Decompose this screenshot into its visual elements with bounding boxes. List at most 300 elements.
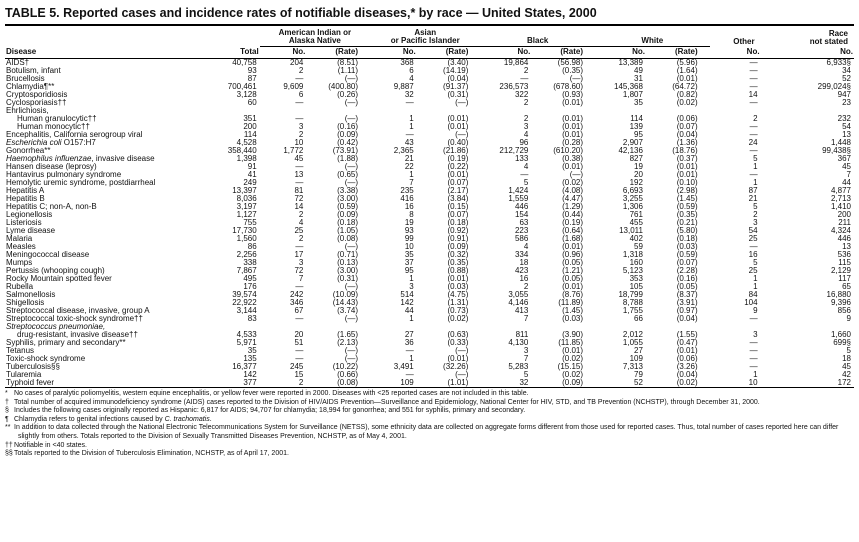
white-rate-cell: (0.02)	[676, 379, 698, 387]
white-no-cell: 31	[634, 75, 643, 83]
white-rate-cell: (0.59)	[676, 251, 698, 259]
footnote-symbol: §	[5, 407, 9, 415]
total-cell: 4,528	[236, 139, 257, 147]
white-no-cell: 27	[634, 347, 643, 355]
total-cell: 2,256	[236, 251, 257, 259]
white-no-cell: 7,313	[622, 363, 643, 371]
header-black-rate: (Rate)	[531, 47, 595, 59]
black-rate-cell: (0.01)	[562, 131, 584, 139]
white-rate-cell: (0.07)	[676, 123, 698, 131]
asian-no-cell: 1	[409, 171, 414, 179]
asian-no-cell: 514	[400, 291, 414, 299]
asian-rate-cell: (0.18)	[447, 219, 469, 227]
asian-no-cell: 16	[404, 203, 414, 211]
race-not-stated-no-cell: 99,438§	[822, 147, 851, 155]
american-indian-no-cell: 3	[298, 259, 304, 267]
black-no-cell: 19,864	[503, 58, 529, 67]
white-rate-cell: (0.05)	[676, 283, 698, 291]
black-rate-cell: (0.01)	[562, 347, 584, 355]
disease-name: Rocky Mountain spotted fever	[6, 275, 112, 283]
black-no-cell: 4,146	[508, 299, 529, 307]
total-cell: 3,128	[236, 91, 257, 99]
black-no-cell: 2	[523, 283, 529, 291]
group-label-line: Race	[828, 29, 848, 38]
race-not-stated-no-cell: 299,024§	[817, 83, 851, 91]
asian-rate-cell: (21.86)	[443, 147, 469, 155]
american-indian-rate-cell: (10.22)	[332, 363, 359, 371]
american-indian-rate-cell: (0.08)	[337, 379, 359, 387]
header-group-white	[595, 29, 710, 47]
disease-name: Brucellosis	[6, 75, 45, 83]
black-rate-cell: (0.02)	[562, 355, 584, 363]
american-indian-no-cell: 9,609	[283, 83, 304, 91]
american-indian-no-cell: 245	[290, 363, 304, 371]
white-rate-cell: (3.26)	[676, 363, 698, 371]
race-not-stated-no-cell: 34	[842, 67, 851, 75]
asian-rate-cell: (0.15)	[447, 203, 469, 211]
american-indian-rate-cell: (0.09)	[337, 211, 359, 219]
white-no-cell: 145,368	[614, 83, 643, 91]
white-no-cell: 455	[629, 219, 643, 227]
american-indian-no-cell: 3	[298, 123, 304, 131]
disease-name: Syphilis, primary and secondary**	[6, 339, 126, 347]
disease-row	[5, 227, 854, 235]
american-indian-no-cell: —	[295, 163, 304, 171]
disease-row	[5, 235, 854, 243]
race-not-stated-no-cell: 117	[838, 275, 851, 283]
american-indian-no-cell: 10	[294, 139, 304, 147]
race-not-stated-no-cell: 699§	[833, 339, 851, 347]
american-indian-rate-cell: (—)	[344, 163, 359, 171]
disease-row	[5, 347, 854, 355]
total-cell: 1,127	[236, 211, 257, 219]
other-no-cell: 5	[753, 259, 758, 267]
white-no-cell: 49	[634, 67, 643, 75]
other-no-cell: 2	[753, 115, 758, 123]
asian-rate-cell: (0.32)	[447, 251, 469, 259]
white-no-cell: 59	[634, 243, 643, 251]
disease-row	[5, 251, 854, 259]
black-rate-cell: (0.03)	[562, 315, 584, 323]
asian-no-cell: 22	[404, 163, 414, 171]
other-no-cell: —	[749, 347, 758, 355]
american-indian-rate-cell: (0.08)	[337, 235, 359, 243]
asian-no-cell: 4	[409, 75, 414, 83]
race-not-stated-no-cell: 65	[842, 283, 851, 291]
asian-rate-cell: (2.17)	[447, 187, 469, 195]
black-rate-cell: (0.05)	[562, 275, 584, 283]
white-no-cell: 52	[634, 379, 643, 387]
white-no-cell: 1,306	[622, 203, 643, 211]
black-no-cell: 2	[523, 115, 529, 123]
american-indian-rate-cell: (14.43)	[332, 299, 359, 307]
black-rate-cell: (0.09)	[562, 379, 584, 387]
header-asian-no: No.	[370, 47, 417, 59]
asian-rate-cell: (0.03)	[447, 283, 469, 291]
white-rate-cell: (1.64)	[676, 67, 698, 75]
black-no-cell: 586	[514, 235, 529, 243]
american-indian-no-cell: 346	[290, 299, 304, 307]
black-rate-cell: (4.47)	[562, 195, 584, 203]
american-indian-no-cell: 6	[298, 91, 304, 99]
black-rate-cell: (0.35)	[562, 67, 584, 75]
other-no-cell: 25	[748, 235, 758, 243]
asian-no-cell: 368	[400, 58, 414, 67]
disease-row	[5, 139, 854, 147]
total-cell: 13,397	[232, 187, 257, 195]
group-label-line: White	[641, 36, 664, 45]
white-rate-cell: (0.04)	[676, 315, 698, 323]
white-no-cell: 192	[629, 179, 643, 187]
american-indian-no-cell: 204	[290, 58, 304, 67]
disease-row	[5, 275, 854, 283]
footnote-symbol: §§	[5, 450, 13, 458]
white-rate-cell: (0.01)	[676, 347, 698, 355]
disease-name: Hantavirus pulmonary syndrome	[6, 171, 122, 179]
black-rate-cell: (0.01)	[562, 99, 584, 107]
group-label-line: not stated	[809, 36, 848, 46]
total-cell: 5,971	[236, 339, 257, 347]
other-no-cell: 24	[748, 139, 758, 147]
asian-rate-cell: (—)	[455, 131, 469, 139]
black-rate-cell: (11.89)	[558, 299, 584, 307]
race-not-stated-no-cell: 211	[838, 219, 851, 227]
disease-name: Listeriosis	[6, 219, 42, 227]
white-no-cell: 1,755	[622, 307, 643, 315]
race-not-stated-no-cell: 6,933§	[826, 58, 851, 67]
group-label-line: Black	[527, 36, 549, 45]
american-indian-rate-cell: (—)	[344, 283, 359, 291]
total-cell: 93	[247, 67, 257, 75]
total-cell: 86	[247, 243, 257, 251]
footnote-symbol: *	[5, 390, 8, 397]
asian-rate-cell: (0.92)	[447, 227, 469, 235]
total-cell: 495	[243, 275, 257, 283]
black-rate-cell: (0.93)	[562, 91, 584, 99]
american-indian-rate-cell: (10.09)	[332, 291, 359, 299]
other-no-cell: 1	[753, 371, 758, 379]
disease-row	[5, 99, 854, 107]
white-no-cell: 3,255	[622, 195, 643, 203]
race-not-stated-no-cell: 200	[837, 211, 851, 219]
black-no-cell: 212,729	[499, 147, 529, 155]
black-no-cell: 2	[523, 67, 529, 75]
disease-name: Mumps	[6, 259, 33, 267]
disease-row	[5, 83, 854, 91]
header-sub-row	[5, 47, 854, 59]
asian-rate-cell: (0.35)	[447, 259, 469, 267]
disease-name: Hansen disease (leprosy)	[6, 163, 97, 171]
other-no-cell: 25	[748, 267, 758, 275]
black-no-cell: 5	[523, 179, 529, 187]
american-indian-rate-cell: (1.88)	[337, 155, 359, 163]
white-no-cell: 761	[629, 211, 643, 219]
black-no-cell: 223	[514, 227, 529, 235]
table-body	[5, 59, 854, 388]
other-no-cell: —	[749, 315, 758, 323]
asian-no-cell: 235	[400, 187, 414, 195]
white-rate-cell: (18.76)	[672, 147, 698, 155]
white-rate-cell: (0.18)	[676, 235, 698, 243]
header-race-not-stated-no: No.	[761, 47, 854, 59]
american-indian-no-cell: 2	[298, 235, 304, 243]
asian-rate-cell: (0.02)	[447, 315, 469, 323]
asian-no-cell: 10	[404, 243, 414, 251]
total-cell: 16,377	[232, 363, 257, 371]
white-rate-cell: (3.91)	[676, 299, 698, 307]
asian-rate-cell: (0.40)	[447, 139, 469, 147]
asian-no-cell: 8	[409, 211, 414, 219]
disease-row	[5, 131, 854, 139]
white-rate-cell: (0.06)	[676, 115, 698, 123]
disease-name: Cryptosporidiosis	[6, 91, 68, 99]
disease-row	[5, 283, 854, 291]
disease-row	[5, 187, 854, 195]
black-rate-cell: (0.01)	[562, 123, 584, 131]
other-no-cell: 9	[753, 307, 758, 315]
race-not-stated-no-cell: 947	[837, 91, 851, 99]
white-no-cell: 353	[629, 275, 643, 283]
american-indian-rate-cell: (0.26)	[337, 91, 359, 99]
white-rate-cell: (0.97)	[676, 307, 698, 315]
american-indian-no-cell: —	[295, 347, 304, 355]
american-indian-no-cell: 15	[294, 371, 304, 379]
black-rate-cell: (1.68)	[562, 235, 584, 243]
race-not-stated-no-cell: 54	[842, 123, 851, 131]
american-indian-no-cell: 7	[298, 275, 304, 283]
american-indian-rate-cell: (—)	[344, 347, 359, 355]
race-not-stated-no-cell: 7	[846, 171, 851, 179]
footnote: §§Totals reported to the Division of Tuberculosis Elimination, NCHSTP, as of April 17, 2001.	[5, 450, 289, 458]
american-indian-rate-cell: (0.31)	[337, 275, 359, 283]
asian-no-cell: 109	[400, 379, 414, 387]
asian-no-cell: 416	[400, 195, 414, 203]
asian-no-cell: 35	[404, 251, 414, 259]
black-no-cell: 5,283	[508, 363, 529, 371]
other-no-cell: —	[749, 131, 758, 139]
asian-rate-cell: (0.01)	[447, 355, 469, 363]
race-not-stated-no-cell: 1,410	[830, 203, 851, 211]
disease-row	[5, 259, 854, 267]
footnote-symbol: †	[5, 398, 9, 406]
footnote-symbol: ¶	[5, 415, 9, 423]
race-not-stated-no-cell: 232	[837, 115, 851, 123]
footnote: ** In addition to data collected through the National Electronic Telecommunications System for Surveillance (NETSS), some ethnicity data are collected on aggregate forms different from those used for reported cases. Thus, total number of cases reported here can differ slightly from others. Totals reported to the Division of Sexually Transmitted Diseases Prevention, NCHSTP, as of May 4, 2001.	[5, 424, 839, 440]
group-label-line: Alaska Native	[288, 36, 341, 45]
group-label-line: Other	[733, 36, 755, 46]
american-indian-rate-cell: (0.18)	[337, 219, 359, 227]
disease-row	[5, 243, 854, 251]
race-not-stated-no-cell: 367	[837, 155, 851, 163]
black-no-cell: 3	[523, 347, 529, 355]
header-spacer-disease	[5, 29, 205, 47]
white-rate-cell: (0.04)	[676, 371, 698, 379]
white-no-cell: 35	[634, 99, 643, 107]
white-rate-cell: (8.37)	[676, 291, 698, 299]
american-indian-rate-cell: (73.91)	[332, 147, 359, 155]
white-rate-cell: (64.72)	[672, 83, 698, 91]
other-no-cell: 1	[753, 163, 758, 171]
disease-name: drug-resistant, invasive disease††	[17, 331, 138, 339]
total-cell: 755	[243, 219, 257, 227]
disease-name: Ehrlichiosis,	[6, 107, 49, 115]
asian-rate-cell: (0.07)	[447, 211, 469, 219]
american-indian-no-cell: —	[295, 179, 304, 187]
white-no-cell: 1,055	[622, 339, 643, 347]
asian-no-cell: 1	[409, 123, 414, 131]
white-no-cell: 19	[634, 163, 643, 171]
black-rate-cell: (0.19)	[562, 219, 584, 227]
disease-name: Cyclosporiasis††	[6, 99, 67, 107]
disease-name: Legionellosis	[6, 211, 53, 219]
american-indian-rate-cell: (—)	[344, 355, 359, 363]
asian-no-cell: —	[405, 99, 414, 107]
total-cell: 7,867	[236, 267, 257, 275]
disease-name: Toxic-shock syndrome	[6, 355, 86, 363]
white-no-cell: 79	[634, 371, 643, 379]
race-not-stated-no-cell: 536	[837, 251, 851, 259]
footnote: ¶ Chlamydia refers to genital infections caused by C. trachomatis.	[5, 415, 212, 423]
american-indian-no-cell: —	[295, 243, 304, 251]
white-rate-cell: (0.01)	[676, 163, 698, 171]
white-no-cell: 20	[634, 171, 643, 179]
american-indian-rate-cell: (—)	[344, 243, 359, 251]
american-indian-no-cell: 81	[294, 187, 304, 195]
american-indian-no-cell: 17	[294, 251, 304, 259]
white-no-cell: 1,807	[622, 91, 643, 99]
disease-row	[5, 211, 854, 219]
disease-name: Botulism, infant	[6, 67, 61, 75]
race-not-stated-no-cell: 9,396	[830, 299, 851, 307]
asian-rate-cell: (0.01)	[447, 123, 469, 131]
other-no-cell: 10	[748, 379, 758, 387]
disease-row	[5, 75, 854, 83]
black-rate-cell: (0.02)	[562, 371, 584, 379]
white-no-cell: 6,693	[622, 187, 643, 195]
black-no-cell: 3,055	[508, 291, 529, 299]
disease-row	[5, 379, 854, 388]
asian-no-cell: 142	[400, 299, 414, 307]
disease-row	[5, 339, 854, 347]
disease-name: Typhoid fever	[6, 379, 55, 387]
black-no-cell: 32	[519, 379, 529, 387]
total-cell: 114	[243, 131, 257, 139]
total-cell: 39,574	[232, 291, 257, 299]
race-not-stated-no-cell: 856	[837, 307, 851, 315]
white-rate-cell: (5.96)	[676, 58, 698, 67]
other-no-cell: 14	[748, 91, 758, 99]
american-indian-rate-cell: (3.38)	[337, 187, 359, 195]
race-not-stated-no-cell: 42	[842, 371, 851, 379]
black-no-cell: —	[520, 75, 529, 83]
black-no-cell: 18	[519, 259, 529, 267]
race-not-stated-no-cell: 115	[838, 259, 851, 267]
disease-name: Encephalitis, California serogroup viral	[6, 131, 143, 139]
white-no-cell: 5,123	[622, 267, 643, 275]
american-indian-rate-cell: (400.80)	[328, 83, 359, 91]
asian-no-cell: 7	[409, 179, 414, 187]
white-rate-cell: (0.82)	[676, 91, 698, 99]
total-cell: 83	[247, 315, 257, 323]
american-indian-rate-cell: (0.66)	[337, 371, 359, 379]
disease-row	[5, 371, 854, 379]
race-not-stated-no-cell: 18	[842, 355, 851, 363]
american-indian-no-cell: 1,772	[283, 147, 304, 155]
black-rate-cell: (1.29)	[562, 203, 584, 211]
black-no-cell: 811	[515, 331, 529, 339]
asian-rate-cell: (0.31)	[447, 91, 469, 99]
asian-no-cell: 1	[409, 355, 414, 363]
american-indian-no-cell: —	[295, 75, 304, 83]
disease-row	[5, 195, 854, 203]
black-no-cell: 2	[523, 99, 529, 107]
black-rate-cell: (0.38)	[562, 155, 584, 163]
white-rate-cell: (0.06)	[676, 355, 698, 363]
asian-no-cell: 1	[409, 315, 414, 323]
american-indian-no-cell: 13	[294, 171, 304, 179]
black-no-cell: 446	[514, 203, 529, 211]
black-rate-cell: (0.96)	[562, 251, 584, 259]
header-disease: Disease	[5, 47, 205, 59]
disease-row	[5, 355, 854, 363]
race-not-stated-no-cell: 52	[842, 75, 851, 83]
total-cell: 4,533	[236, 331, 257, 339]
footnote: ††Notifiable in <40 states.	[5, 441, 87, 449]
american-indian-rate-cell: (0.65)	[337, 171, 359, 179]
white-rate-cell: (0.47)	[676, 339, 698, 347]
disease-name: Tularemia	[6, 371, 42, 379]
disease-name: Pertussis (whooping cough)	[6, 267, 105, 275]
white-rate-cell: (2.98)	[676, 187, 698, 195]
black-rate-cell: (4.08)	[562, 187, 584, 195]
american-indian-no-cell: 4	[298, 219, 304, 227]
white-rate-cell: (0.04)	[676, 131, 698, 139]
white-no-cell: 402	[629, 235, 643, 243]
other-no-cell: 21	[748, 195, 758, 203]
header-group-race-not-stated	[761, 29, 854, 47]
black-no-cell: —	[520, 171, 529, 179]
white-rate-cell: (0.03)	[676, 243, 698, 251]
asian-rate-cell: (0.01)	[447, 275, 469, 283]
footnote-symbol: ††	[5, 441, 13, 449]
asian-rate-cell: (0.19)	[447, 155, 469, 163]
black-no-cell: 322	[514, 91, 529, 99]
white-no-cell: 13,389	[618, 58, 643, 67]
black-no-cell: 413	[514, 307, 529, 315]
disease-row	[5, 67, 854, 75]
white-no-cell: 827	[629, 155, 643, 163]
header-white-rate: (Rate)	[646, 47, 710, 59]
disease-name: Hemolytic uremic syndrome, postdiarrheal	[6, 179, 156, 187]
american-indian-no-cell: 72	[294, 267, 304, 275]
asian-no-cell: 6	[409, 67, 414, 75]
white-rate-cell: (0.10)	[676, 179, 698, 187]
total-cell: 249	[243, 179, 257, 187]
black-rate-cell: (0.01)	[562, 243, 584, 251]
black-no-cell: 7	[523, 315, 529, 323]
white-no-cell: 1,318	[622, 251, 643, 259]
white-no-cell: 66	[634, 315, 643, 323]
american-indian-no-cell: —	[295, 315, 304, 323]
american-indian-rate-cell: (—)	[344, 315, 359, 323]
total-cell: 358,440	[227, 147, 257, 155]
asian-no-cell: 3,491	[393, 363, 414, 371]
black-rate-cell: (56.98)	[557, 58, 584, 67]
asian-rate-cell: (3.40)	[447, 58, 469, 67]
american-indian-no-cell: —	[295, 283, 304, 291]
disease-name: Hepatitis C; non-A, non-B	[6, 203, 97, 211]
disease-name: Streptococcus pneumoniae,	[6, 323, 106, 331]
